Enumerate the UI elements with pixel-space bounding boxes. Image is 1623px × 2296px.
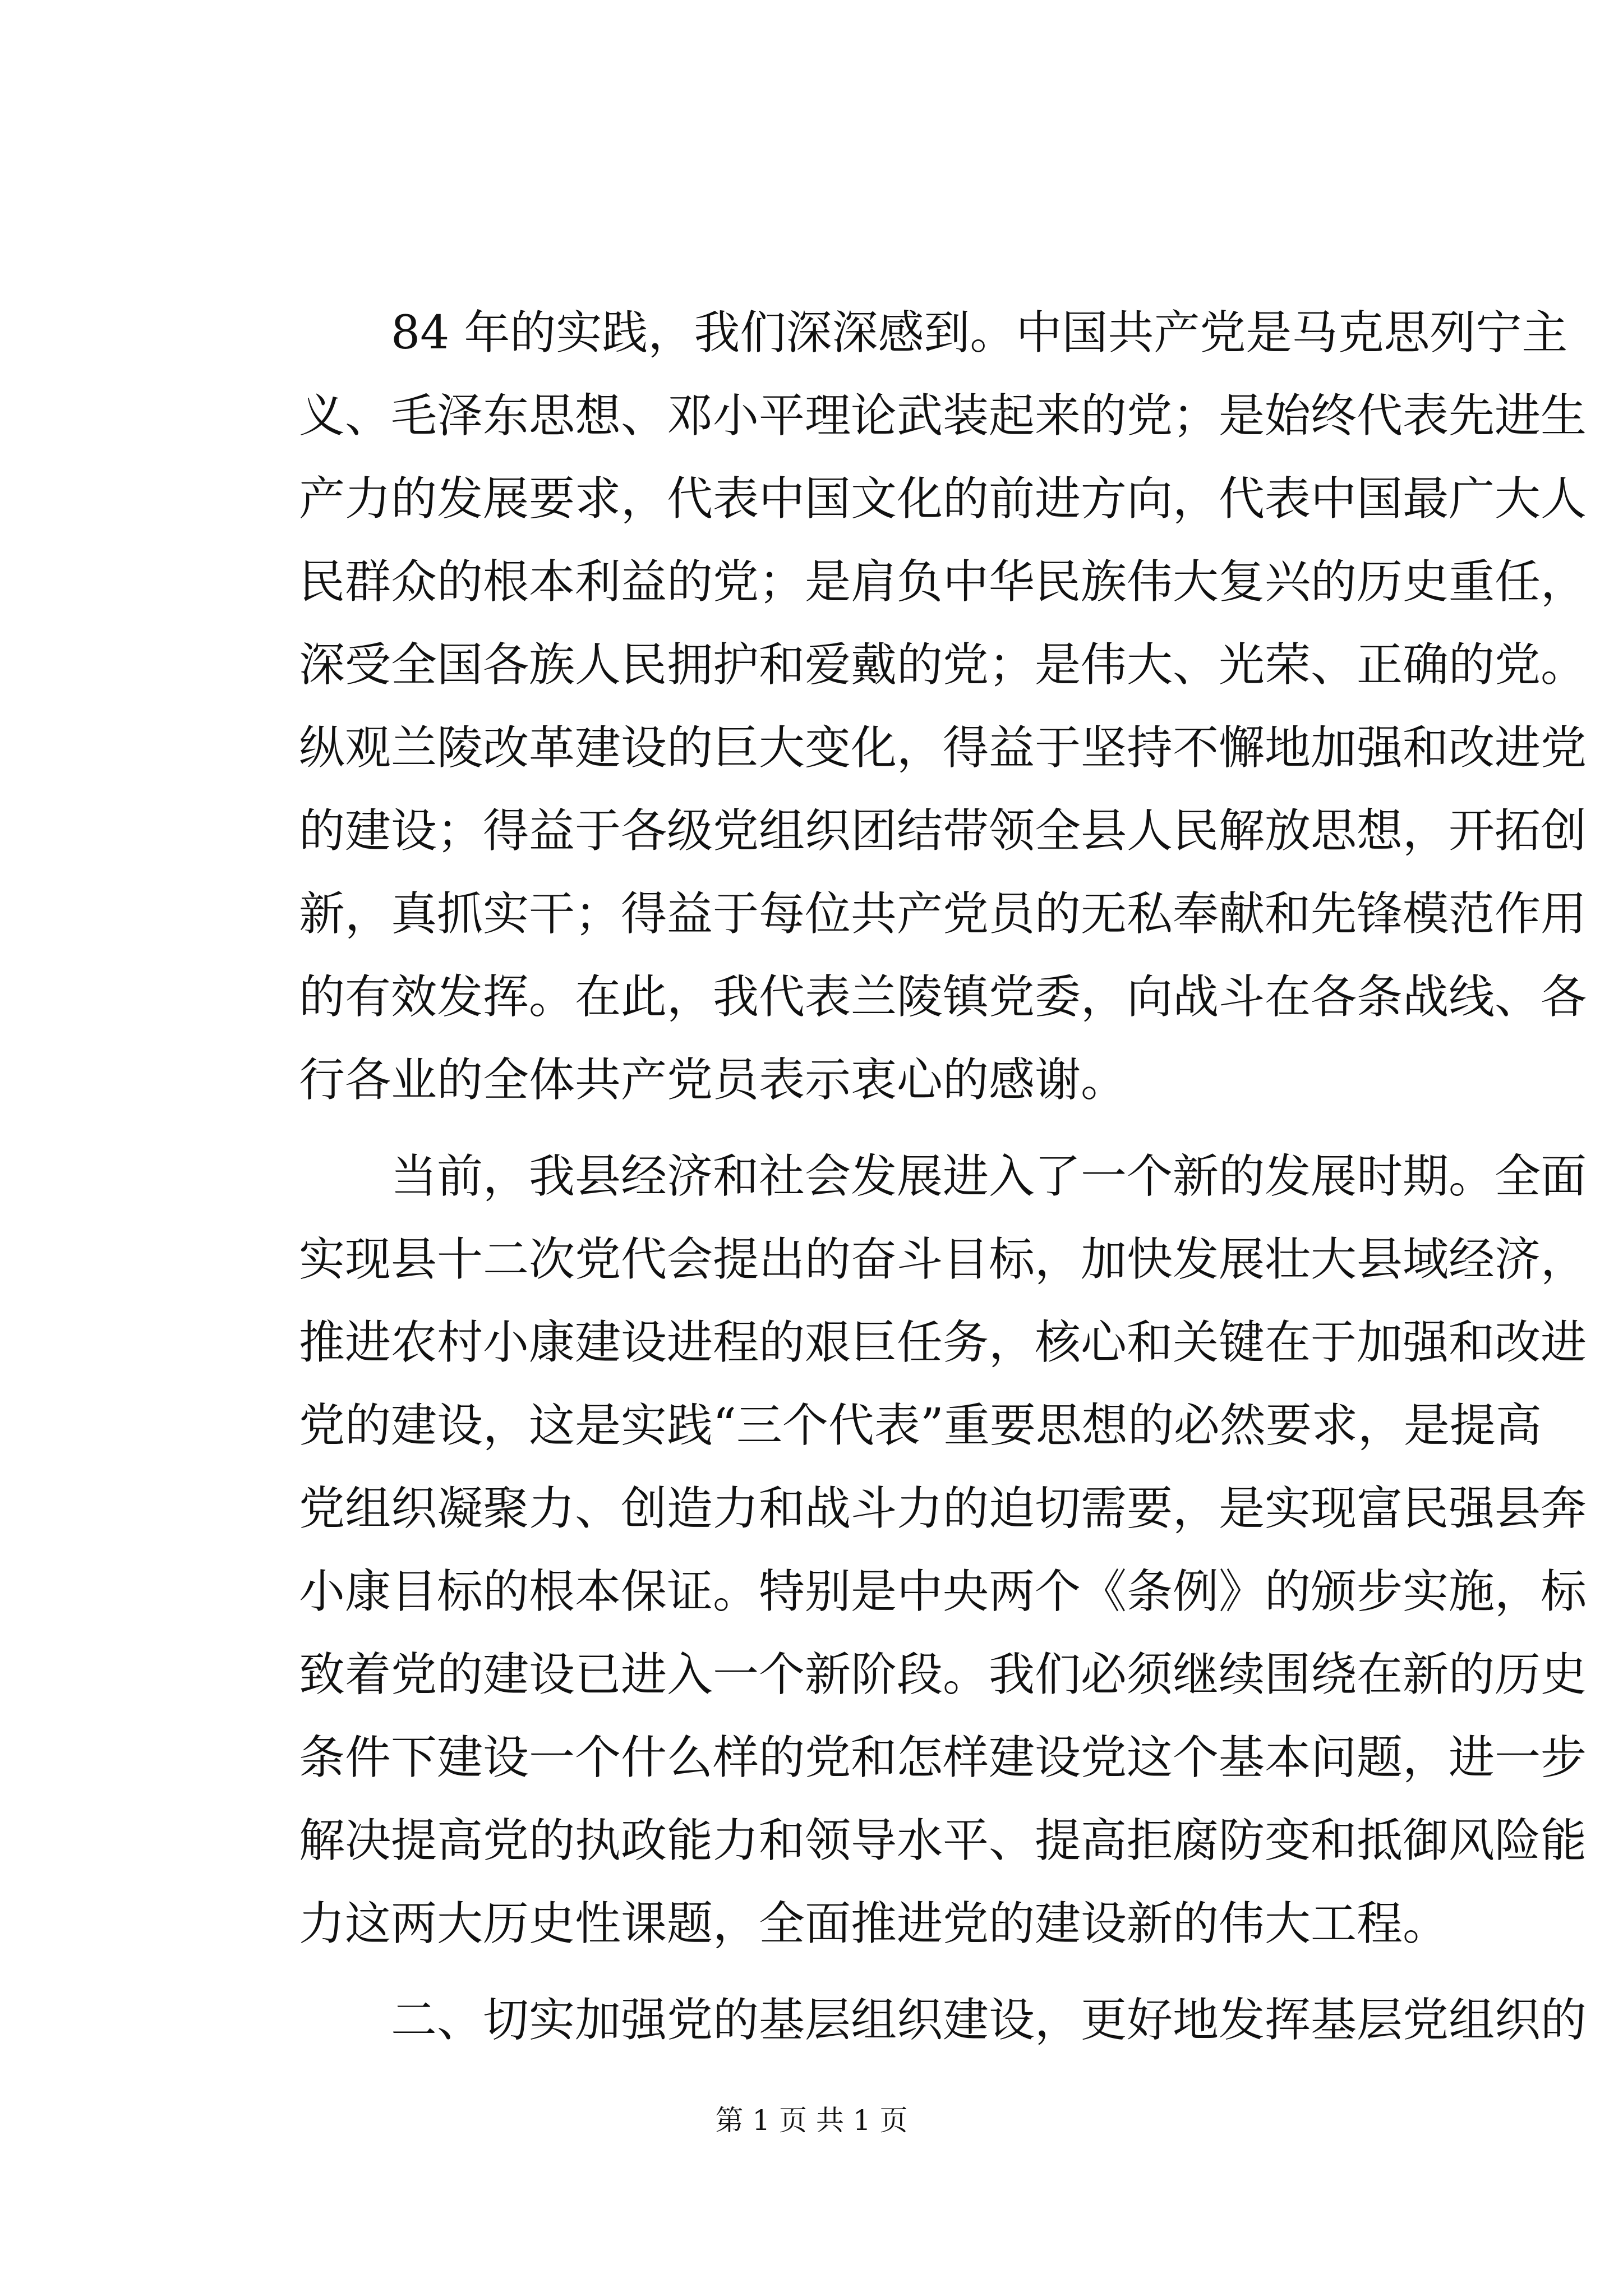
text-line: 力这两大历史性课题，全面推进党的建设新的伟大工程。 bbox=[299, 1897, 1449, 1950]
text-line: 产力的发展要求，代表中国文化的前进方向，代表中国最广大人 bbox=[299, 472, 1587, 526]
text-line: 小康目标的根本保证。特别是中央两个《条例》的颁步实施，标 bbox=[299, 1565, 1587, 1618]
text-line: 解决提高党的执政能力和领导水平、提高拒腐防变和抵御风险能 bbox=[299, 1814, 1587, 1867]
text-line: 义、毛泽东思想、邓小平理论武装起来的党；是始终代表先进生 bbox=[299, 389, 1587, 443]
text-line: 推进农村小康建设进程的艰巨任务，核心和关键在于加强和改进 bbox=[299, 1316, 1587, 1369]
text-line: 条件下建设一个什么样的党和怎样建设党这个基本问题，进一步 bbox=[299, 1731, 1587, 1784]
text-line: 民群众的根本利益的党；是肩负中华民族伟大复兴的历史重任， bbox=[299, 555, 1587, 609]
text-line: 新，真抓实干；得益于每位共产党员的无私奉献和先锋模范作用 bbox=[299, 887, 1587, 941]
page-footer: 第 1 页 共 1 页 bbox=[715, 2104, 908, 2137]
text-line: 实现县十二次党代会提出的奋斗目标，加快发展壮大县域经济， bbox=[299, 1233, 1587, 1286]
text-line: 84 年的实践，我们深深感到。中国共产党是马克思列宁主 bbox=[391, 306, 1568, 360]
text-line: 党的建设，这是实践“三个代表”重要思想的必然要求，是提高 bbox=[299, 1399, 1542, 1452]
text-line: 纵观兰陵改革建设的巨大变化，得益于坚持不懈地加强和改进党 bbox=[299, 721, 1587, 775]
text-line: 的建设；得益于各级党组织团结带领全县人民解放思想，开拓创 bbox=[299, 804, 1587, 858]
paragraph-spacing bbox=[299, 1122, 1415, 1135]
text-line: 的有效发挥。在此，我代表兰陵镇党委，向战斗在各条战线、各 bbox=[299, 970, 1587, 1024]
text-line: 致着党的建设已进入一个新阶段。我们必须继续围绕在新的历史 bbox=[299, 1648, 1587, 1701]
text-line: 党组织凝聚力、创造力和战斗力的迫切需要，是实现富民强县奔 bbox=[299, 1482, 1587, 1535]
text-line: 行各业的全体共产党员表示衷心的感谢。 bbox=[299, 1053, 1127, 1107]
text-line: 当前，我县经济和社会发展进入了一个新的发展时期。全面 bbox=[391, 1150, 1587, 1203]
paragraph bbox=[299, 1979, 1587, 2062]
paragraph bbox=[299, 1135, 1587, 1966]
text-line: 深受全国各族人民拥护和爱戴的党；是伟大、光荣、正确的党。 bbox=[299, 638, 1587, 692]
document-body bbox=[299, 292, 1587, 2062]
paragraph-spacing bbox=[299, 1966, 1415, 1979]
paragraph bbox=[299, 292, 1587, 1122]
section-heading-line: 二、切实加强党的基层组织建设，更好地发挥基层党组织的 bbox=[391, 1994, 1587, 2047]
